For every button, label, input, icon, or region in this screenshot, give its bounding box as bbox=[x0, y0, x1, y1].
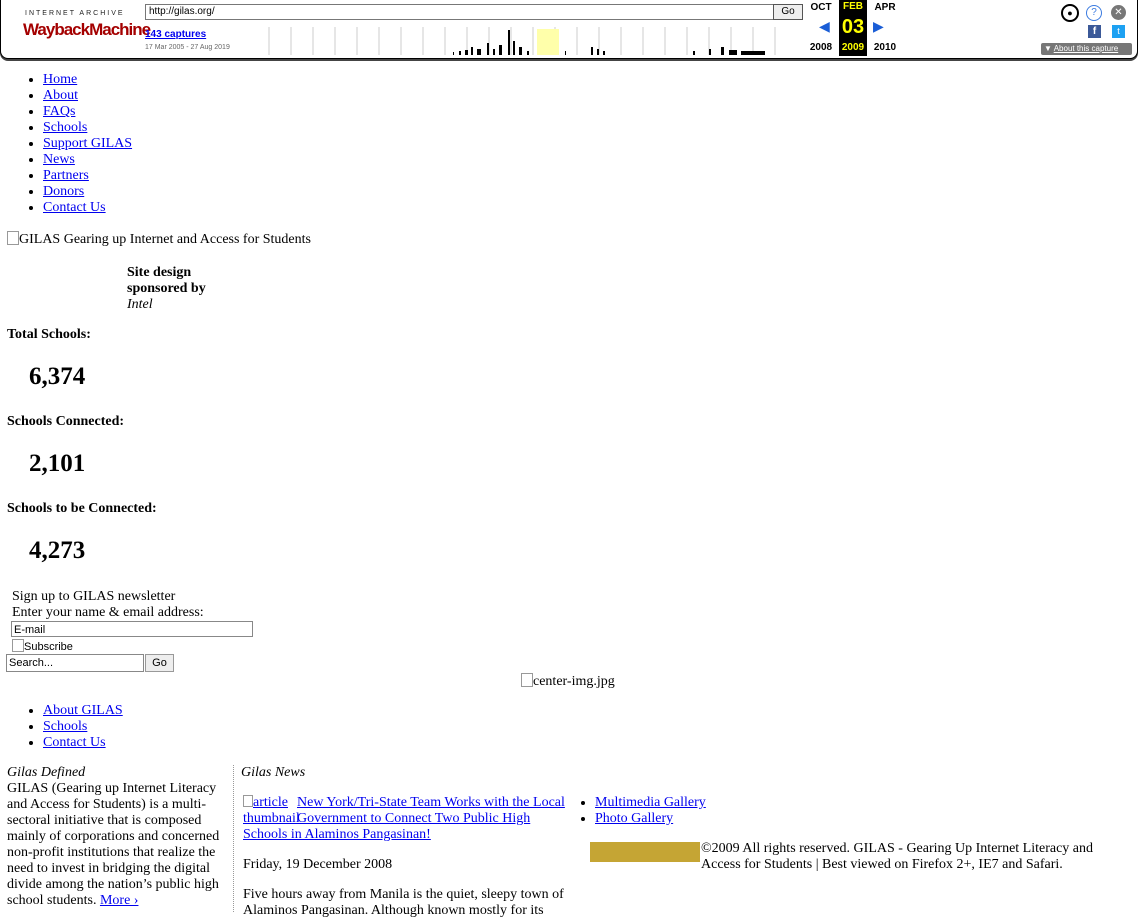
stat-value-total: 6,374 bbox=[29, 363, 86, 390]
sponsor-line2: sponsored by bbox=[127, 281, 206, 296]
nav2-link-about[interactable]: About GILAS bbox=[43, 703, 123, 718]
nav2-link-schools[interactable]: Schools bbox=[43, 719, 88, 734]
nav-item-news bbox=[43, 152, 132, 168]
capture-range: 17 Mar 2005 - 27 Aug 2019 bbox=[145, 44, 230, 51]
gilas-news-title: Gilas News bbox=[241, 765, 306, 780]
year-prev[interactable]: 2008 bbox=[809, 42, 833, 53]
newsletter-block bbox=[12, 589, 204, 621]
captures-link[interactable]: 143 captures bbox=[145, 29, 207, 40]
month-prev[interactable]: OCT bbox=[810, 2, 832, 13]
wayback-go-button[interactable]: Go bbox=[773, 4, 803, 20]
nav-link-home[interactable]: Home bbox=[43, 72, 78, 87]
media-links bbox=[552, 795, 706, 827]
article-thumbnail-alt: article thumbnail bbox=[243, 795, 300, 826]
secondary-nav bbox=[0, 703, 123, 751]
wayback-logo-caption: INTERNET ARCHIVE bbox=[25, 10, 125, 17]
sponsor-name: Intel bbox=[127, 297, 153, 312]
nav-link-about[interactable]: About bbox=[43, 88, 78, 103]
footer-accent-bar bbox=[590, 842, 700, 862]
month-next[interactable]: APR bbox=[874, 2, 896, 13]
gilas-defined-body: GILAS (Gearing up Internet Literacy and Access for Students) is a multi-sectoral initiative that is composed mainly of corporations and concerned non-profit institutions that realize the need to invest in bridging the digital divide among the nation’s public high school students. bbox=[7, 781, 220, 908]
stat-value-to-connect: 4,273 bbox=[29, 537, 86, 564]
news-date: Friday, 19 December 2008 bbox=[243, 857, 393, 872]
nav-link-news[interactable]: News bbox=[43, 152, 75, 167]
year-current: 2009 bbox=[839, 40, 867, 56]
nav-item-home bbox=[43, 72, 132, 88]
article-thumbnail[interactable] bbox=[243, 795, 300, 827]
nav-link-contact[interactable]: Contact Us bbox=[43, 200, 106, 215]
day-current: 03 bbox=[839, 14, 867, 40]
sponsor-block bbox=[127, 265, 206, 313]
newsletter-prompt: Enter your name & email address: bbox=[12, 605, 204, 620]
nav2-link-contact[interactable]: Contact Us bbox=[43, 735, 106, 750]
site-logo-alt: GILAS Gearing up Internet and Access for Students bbox=[19, 232, 311, 247]
nav-link-schools[interactable]: Schools bbox=[43, 120, 88, 135]
media-item-multimedia bbox=[595, 795, 706, 811]
multimedia-gallery-link[interactable]: Multimedia Gallery bbox=[595, 795, 706, 810]
nav2-item-contact bbox=[43, 735, 123, 751]
subscribe-alt: Subscribe bbox=[24, 641, 73, 653]
broken-image-icon bbox=[521, 673, 533, 687]
user-icon[interactable]: ● bbox=[1061, 4, 1079, 22]
stat-label-connected: Schools Connected: bbox=[7, 414, 125, 429]
nav-item-donors bbox=[43, 184, 132, 200]
nav-link-faqs[interactable]: FAQs bbox=[43, 104, 76, 119]
search-go-button[interactable]: Go bbox=[145, 654, 174, 672]
about-capture-button[interactable]: ▼ About this capture bbox=[1041, 43, 1132, 55]
next-capture-arrow-icon[interactable]: ▶ bbox=[873, 18, 884, 34]
news-article bbox=[241, 795, 576, 843]
broken-image-icon bbox=[243, 795, 253, 807]
stat-value-connected: 2,101 bbox=[29, 450, 86, 477]
close-icon[interactable]: ✕ bbox=[1111, 5, 1126, 20]
nav-link-partners[interactable]: Partners bbox=[43, 168, 89, 183]
prev-capture-arrow-icon[interactable]: ◀ bbox=[819, 18, 830, 34]
news-headline-link[interactable]: New York/Tri-State Team Works with the Local Government to Connect Two Public High Schools in Alaminos Pangasinan! bbox=[243, 795, 565, 842]
nav2-item-about bbox=[43, 703, 123, 719]
search-input[interactable]: Search... bbox=[6, 654, 144, 672]
facebook-icon[interactable]: f bbox=[1088, 25, 1101, 38]
nav-item-contact bbox=[43, 200, 132, 216]
nav-item-schools bbox=[43, 120, 132, 136]
center-image bbox=[521, 673, 615, 690]
help-icon[interactable]: ? bbox=[1086, 5, 1102, 21]
copyright-text: ©2009 All rights reserved. GILAS - Gearing Up Internet Literacy and Access for Students | Best viewed on Firefox 2+, IE7 and Safari. bbox=[701, 841, 1094, 872]
photo-gallery-link[interactable]: Photo Gallery bbox=[595, 811, 674, 826]
gilas-defined-title: Gilas Defined bbox=[7, 765, 86, 780]
stat-label-to-connect: Schools to be Connected: bbox=[7, 501, 157, 516]
media-item-photo bbox=[595, 811, 706, 827]
month-current: FEB bbox=[839, 0, 867, 14]
twitter-icon[interactable]: t bbox=[1112, 25, 1125, 38]
nav-item-faqs bbox=[43, 104, 132, 120]
nav-item-support bbox=[43, 136, 132, 152]
nav2-item-schools bbox=[43, 719, 123, 735]
news-excerpt: Five hours away from Manila is the quiet, sleepy town of Alaminos Pangasinan. Although known mostly for its bbox=[243, 887, 564, 918]
nav-link-donors[interactable]: Donors bbox=[43, 184, 85, 199]
site-logo[interactable] bbox=[7, 231, 311, 248]
center-image-alt: center-img.jpg bbox=[533, 674, 615, 689]
year-next[interactable]: 2010 bbox=[873, 42, 897, 53]
nav-item-partners bbox=[43, 168, 132, 184]
about-capture-label: About this capture bbox=[1053, 44, 1119, 53]
wayback-url-input[interactable]: http://gilas.org/ bbox=[145, 4, 775, 20]
broken-image-icon bbox=[12, 639, 24, 652]
capture-histogram[interactable] bbox=[247, 27, 807, 55]
wayback-logo[interactable]: WaybackMachine bbox=[23, 20, 151, 39]
stat-label-total: Total Schools: bbox=[7, 327, 91, 342]
column-divider bbox=[233, 765, 234, 912]
wayback-toolbar bbox=[0, 0, 1138, 59]
nav-item-about bbox=[43, 88, 132, 104]
subscribe-button[interactable] bbox=[12, 639, 73, 653]
newsletter-title: Sign up to GILAS newsletter bbox=[12, 589, 176, 604]
sponsor-line1: Site design bbox=[127, 265, 192, 280]
more-link[interactable]: More › bbox=[99, 893, 139, 908]
gilas-news bbox=[241, 765, 576, 919]
broken-image-icon bbox=[7, 231, 19, 245]
nav-link-support[interactable]: Support GILAS bbox=[43, 136, 133, 151]
main-nav bbox=[0, 72, 132, 216]
gilas-defined bbox=[7, 765, 227, 909]
email-field[interactable]: E-mail bbox=[11, 621, 253, 637]
